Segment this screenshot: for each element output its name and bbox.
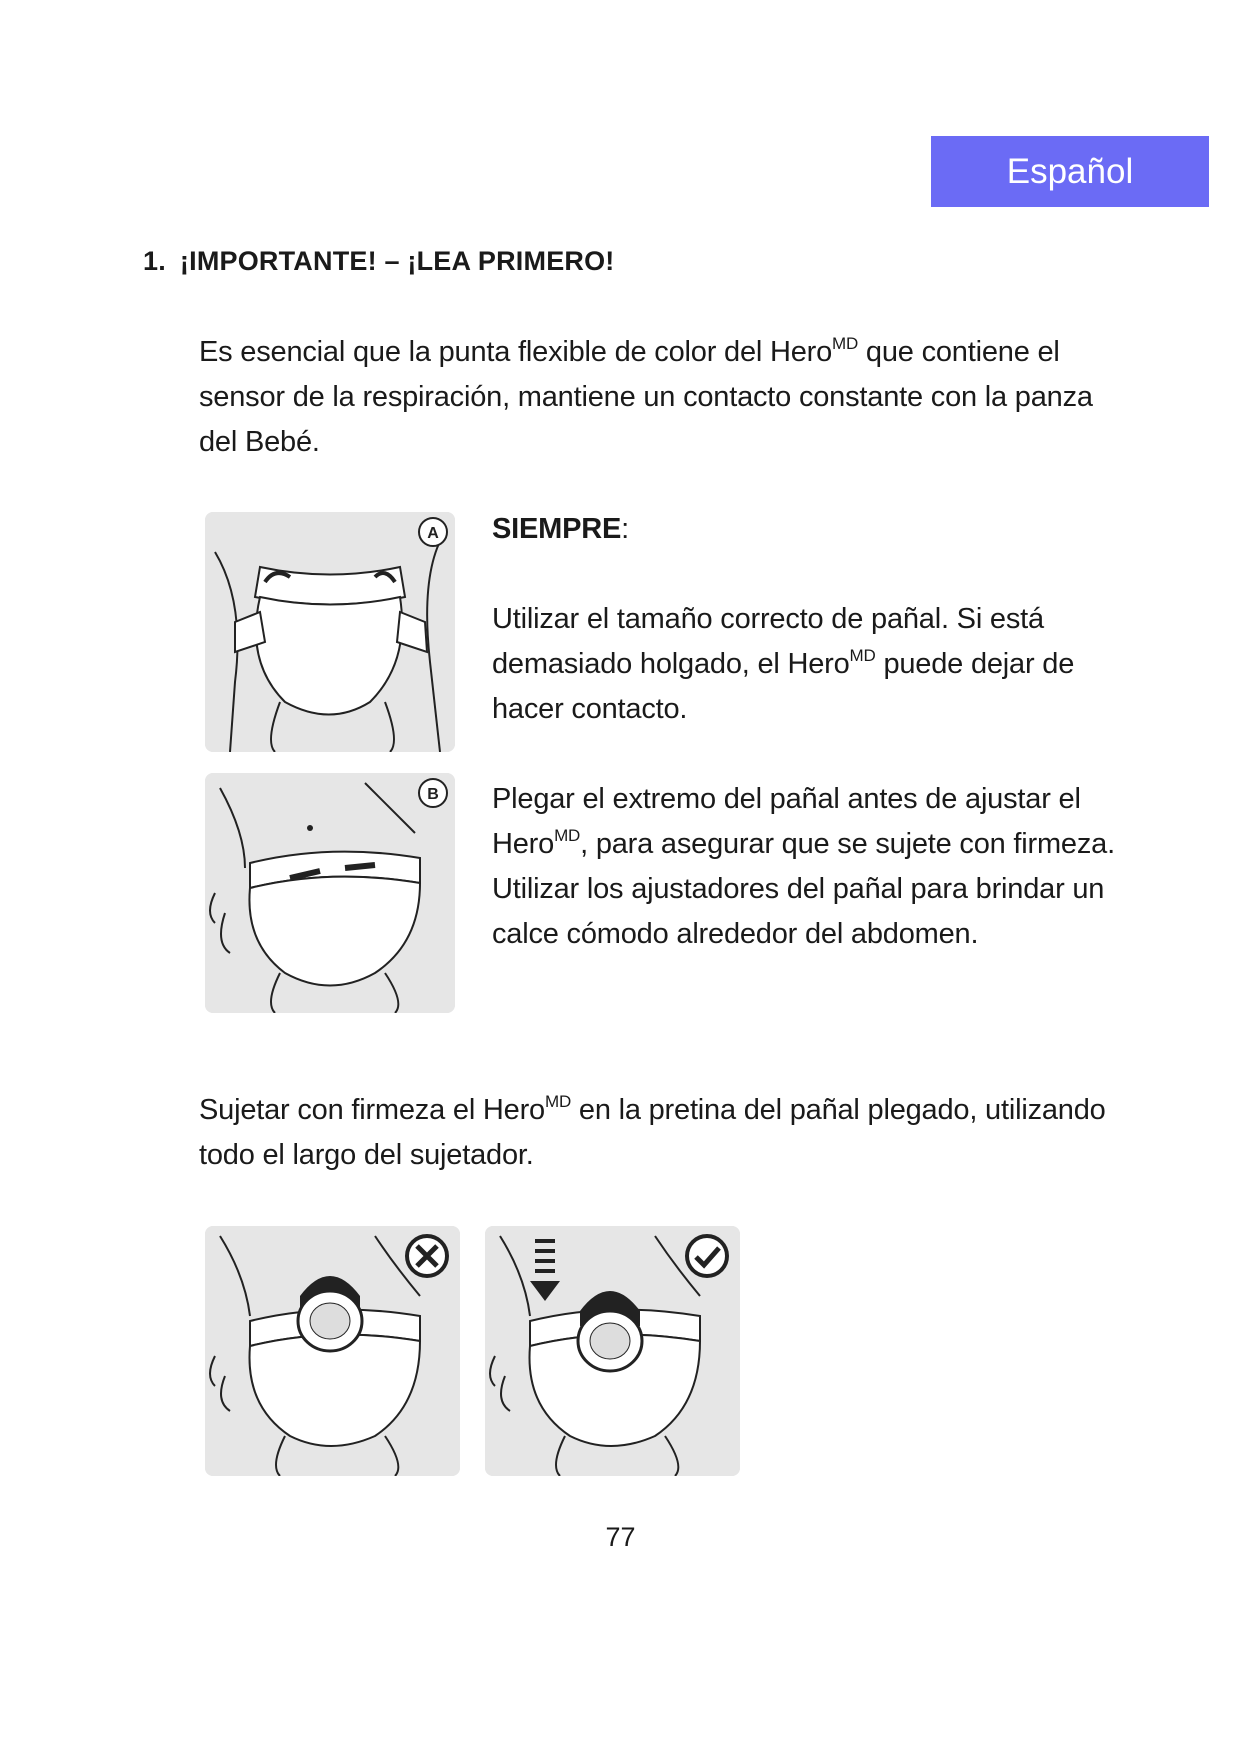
trademark-sup: MD	[544, 1092, 572, 1111]
clip-paragraph	[199, 1088, 1119, 1178]
clip-text-1: Sujetar con firmeza el Hero	[199, 1094, 545, 1126]
diaper-size-paragraph	[492, 597, 1152, 732]
fold-text-2: , para asegurar que se sujete con firmeza. Utilizar los ajustadores del pañal para brindar un calce cómodo alrededor del abdomen.	[492, 828, 1115, 950]
correct-check-icon	[687, 1236, 727, 1276]
figure-b-badge: B	[427, 786, 439, 803]
fold-text-1: Plegar el extremo del pañal antes de ajustar el Hero	[492, 783, 1081, 860]
trademark-sup: MD	[849, 646, 876, 665]
language-tab: Español	[931, 136, 1209, 207]
diaper-fold-illustration	[205, 773, 455, 1013]
figure-a-badge: A	[427, 525, 439, 542]
correct-placement-illustration	[485, 1226, 740, 1476]
intro-paragraph	[199, 330, 1099, 465]
diaper-size-illustration	[205, 512, 455, 752]
diaper-fold-paragraph	[492, 777, 1152, 957]
incorrect-icon	[407, 1236, 447, 1276]
size-text-1: Utilizar el tamaño correcto de pañal. Si está demasiado holgado, el Hero	[492, 603, 1044, 680]
incorrect-placement-illustration	[205, 1226, 460, 1476]
section-number: 1.	[143, 246, 166, 276]
always-heading	[492, 507, 1152, 552]
size-text-2: puede dejar de hacer contacto.	[492, 648, 1075, 725]
clip-text-2: en la pretina del pañal plegado, utilizando todo el largo del sujetador.	[199, 1094, 1106, 1171]
trademark-sup: MD	[832, 334, 859, 353]
section-title-text: ¡IMPORTANTE! – ¡LEA PRIMERO!	[179, 246, 615, 276]
section-title	[143, 246, 615, 277]
always-colon: :	[621, 513, 629, 545]
trademark-sup: MD	[554, 826, 581, 845]
intro-text-2: que contiene el sensor de la respiración, mantiene un contacto constante con la panza del Bebé.	[199, 336, 1093, 458]
always-label: SIEMPRE	[492, 513, 622, 545]
intro-text-1: Es esencial que la punta flexible de color del Hero	[199, 336, 833, 368]
page-number: 77	[605, 1522, 636, 1552]
